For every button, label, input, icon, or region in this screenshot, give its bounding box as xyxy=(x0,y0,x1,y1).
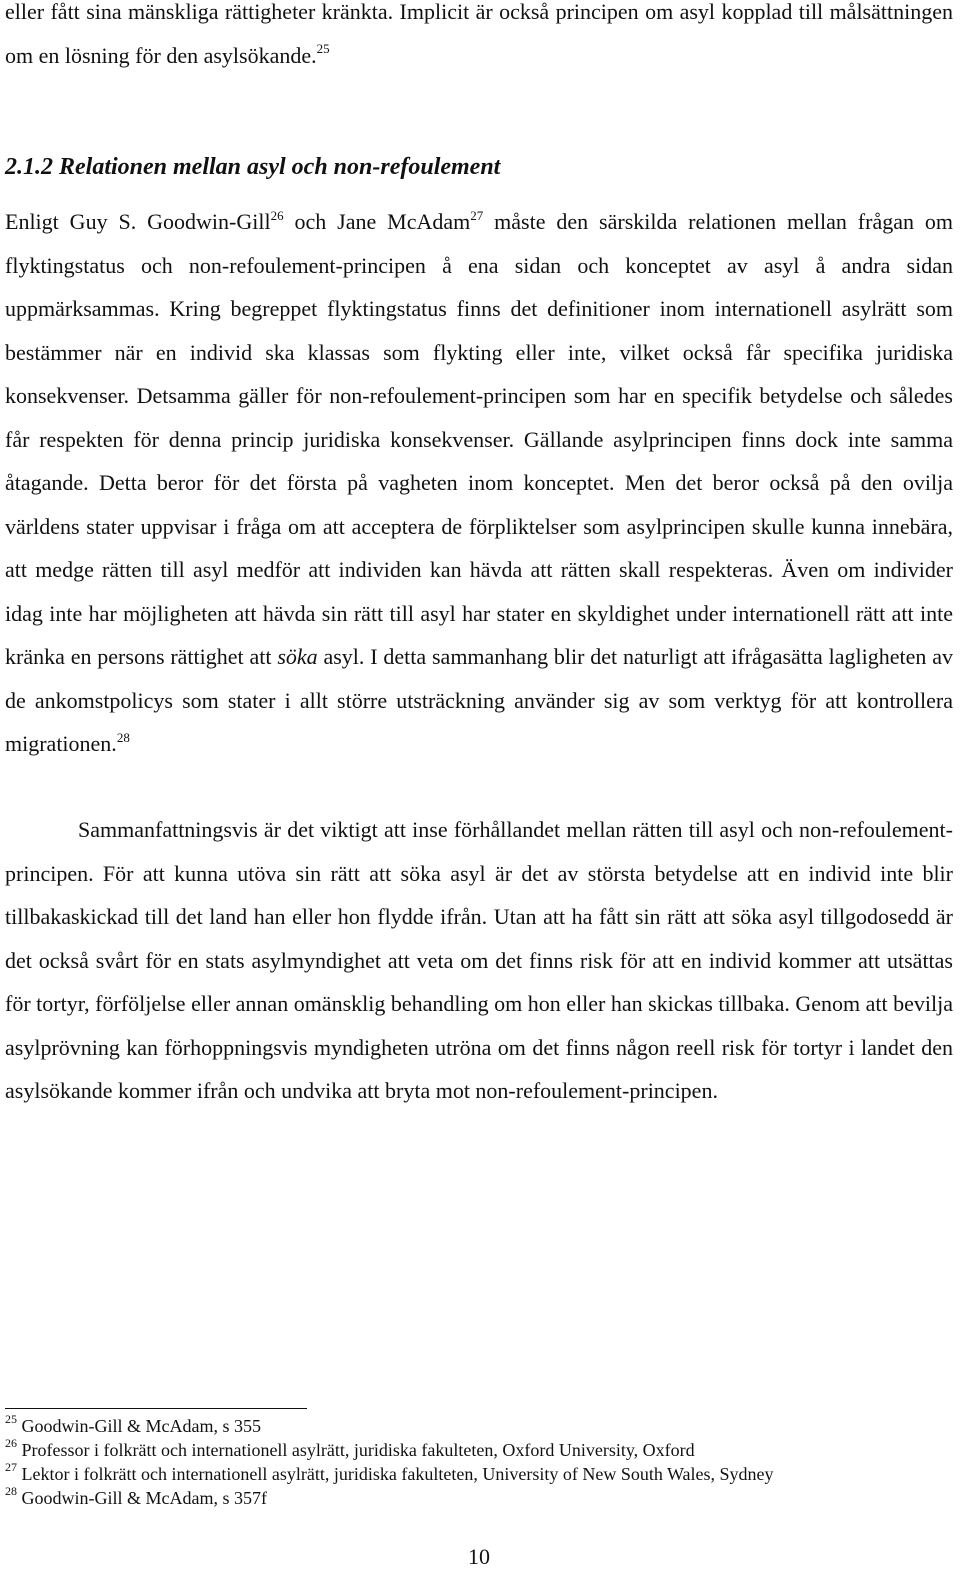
footnote-text: Goodwin-Gill & McAdam, s 355 xyxy=(17,1416,261,1436)
footnote-number: 27 xyxy=(5,1460,17,1474)
footnote-25 xyxy=(5,1414,953,1438)
footnote-text: Goodwin-Gill & McAdam, s 357f xyxy=(17,1488,267,1508)
footnote-text: Lektor i folkrätt och internationell asylrätt, juridiska fakulteten, University of New South Wales, Sydney xyxy=(17,1464,774,1484)
footnote-ref-26: 26 xyxy=(270,207,284,223)
page-number: 10 xyxy=(468,1544,490,1569)
footnote-text: Professor i folkrätt och internationell asylrätt, juridiska fakulteten, Oxford University, Oxford xyxy=(17,1440,695,1460)
main-text-1: Enligt Guy S. Goodwin-Gill xyxy=(5,209,271,234)
footnote-ref-25: 25 xyxy=(316,41,330,57)
main-text-4: asyl. I detta sammanhang blir det naturligt att ifrågasätta lagligheten av de ankomstpolicys som stater i allt större utsträckning använder sig av som verktyg för att kontrollera migrationen. xyxy=(5,644,953,756)
footnote-number: 25 xyxy=(5,1412,17,1426)
emphasis-soka: söka xyxy=(277,644,318,669)
intro-text: eller fått sina mänskliga rättigheter kränkta. Implicit är också principen om asyl kopplad till målsättningen om en lösning för den asylsökande. xyxy=(5,0,953,68)
main-text-3: måste den särskilda relationen mellan frågan om flyktingstatus och non-refoulement-principen å ena sidan och konceptet av asyl å andra sidan uppmärksammas. Kring begreppet flyktingstatus finns det definitioner inom internationell asylrätt som bestämmer när en individ ska klassas som flykting eller inte, vilket också får specifika juridiska konsekvenser. Detsamma gäller för non-refoulement-principen som har en specifik betydelse och således får respekten för denna princip juridiska konsekvenser. Gällande asylprincipen finns dock inte samma åtagande. Detta beror för det första på vagheten inom konceptet. Men det beror också på den ovilja världens stater uppvisar i fråga om att acceptera de förpliktelser som asylprincipen skulle kunna innebära, att medge rätten till asyl medför att individen kan hävda att rätten skall respekteras. Även om individer idag inte har möjligheten att hävda sin rätt till asyl har stater en skyldighet under internationell rätt att inte kränka en persons rättighet att xyxy=(5,209,953,669)
footnote-number: 28 xyxy=(5,1484,17,1498)
footnote-ref-28: 28 xyxy=(116,729,130,745)
footnote-number: 26 xyxy=(5,1436,17,1450)
footnote-26 xyxy=(5,1438,953,1462)
summary-paragraph: Sammanfattningsvis är det viktigt att inse förhållandet mellan rätten till asyl och non-refoulement-principen. För att kunna utöva sin rätt att söka asyl är det av största betydelse att en individ inte blir tillbakaskickad till det land han eller hon flydde ifrån. Utan att ha fått sin rätt att söka asyl tillgodosedd är det också svårt för en stats asylmyndighet att veta om det finns risk för att en individ kommer att utsättas för tortyr, förföljelse eller annan omänsklig behandling om hon eller han skickas tillbaka. Genom att bevilja asylprövning kan förhoppningsvis myndigheten utröna om det finns någon reell risk för tortyr i landet den asylsökande kommer ifrån och undvika att bryta mot non-refoulement-principen. xyxy=(5,817,953,1103)
footnote-divider xyxy=(5,1408,307,1409)
footnotes xyxy=(5,1414,953,1510)
intro-paragraph xyxy=(5,0,953,77)
footnote-ref-27: 27 xyxy=(470,207,484,223)
section-heading: 2.1.2 Relationen mellan asyl och non-refoulement xyxy=(5,154,501,180)
footnote-28 xyxy=(5,1486,953,1510)
main-text-2: och Jane McAdam xyxy=(283,209,471,234)
footnote-27 xyxy=(5,1462,953,1486)
main-paragraph xyxy=(5,200,953,766)
